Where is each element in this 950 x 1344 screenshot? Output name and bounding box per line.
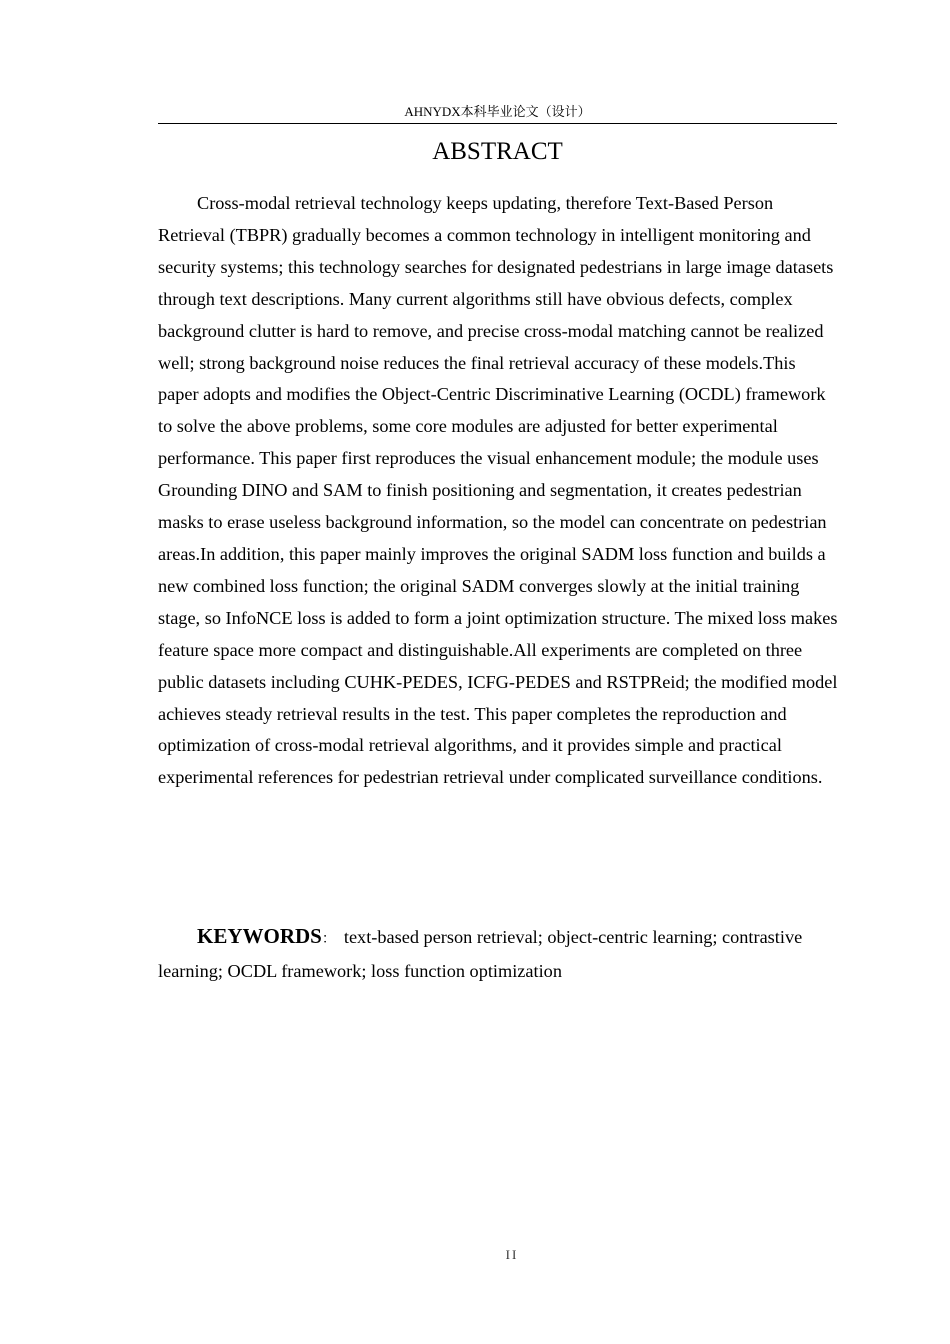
page-number: II [505,1247,519,1262]
keywords-paragraph [158,921,838,988]
header-rule [158,123,837,124]
abstract-body: Cross-modal retrieval technology keeps updating, therefore Text-Based Person Retrieval (TBPR) gradually becomes a common technology in intelligent monitoring and security systems; this technology searches for designated pedestrians in large image datasets through text descriptions. Many current algorithms still have obvious defects, complex background clutter is hard to remove, and precise cross-modal matching cannot be realized well; strong background noise reduces the final retrieval accuracy of these models.This paper adopts and modifies the Object-Centric Discriminative Learning (OCDL) framework to solve the above problems, some core modules are adjusted for better experimental performance. This paper first reproduces the visual enhancement module; the module uses Grounding DINO and SAM to finish positioning and segmentation, it creates pedestrian masks to erase useless background information, so the model can concentrate on pedestrian areas.In addition, this paper mainly improves the original SADM loss function and builds a new combined loss function; the original SADM converges slowly at the initial training stage, so InfoNCE loss is added to form a joint optimization structure. The mixed loss makes feature space more compact and distinguishable.All experiments are completed on three public datasets including CUHK-PEDES, ICFG-PEDES and RSTPReid; the modified model achieves steady retrieval results in the test. This paper completes the reproduction and optimization of cross-modal retrieval algorithms, and it provides simple and practical experimental references for pedestrian retrieval under complicated surveillance conditions. [158,193,838,788]
running-header: AHNYDX本科毕业论文（设计） [404,104,591,119]
keywords-label: KEYWORDS [197,924,322,948]
keywords-separator: ： [321,931,336,947]
keywords-text: text-based person retrieval; object-centric learning; contrastive learning; OCDL framework; loss function optimization [158,927,803,981]
abstract-heading: ABSTRACT [432,138,563,165]
